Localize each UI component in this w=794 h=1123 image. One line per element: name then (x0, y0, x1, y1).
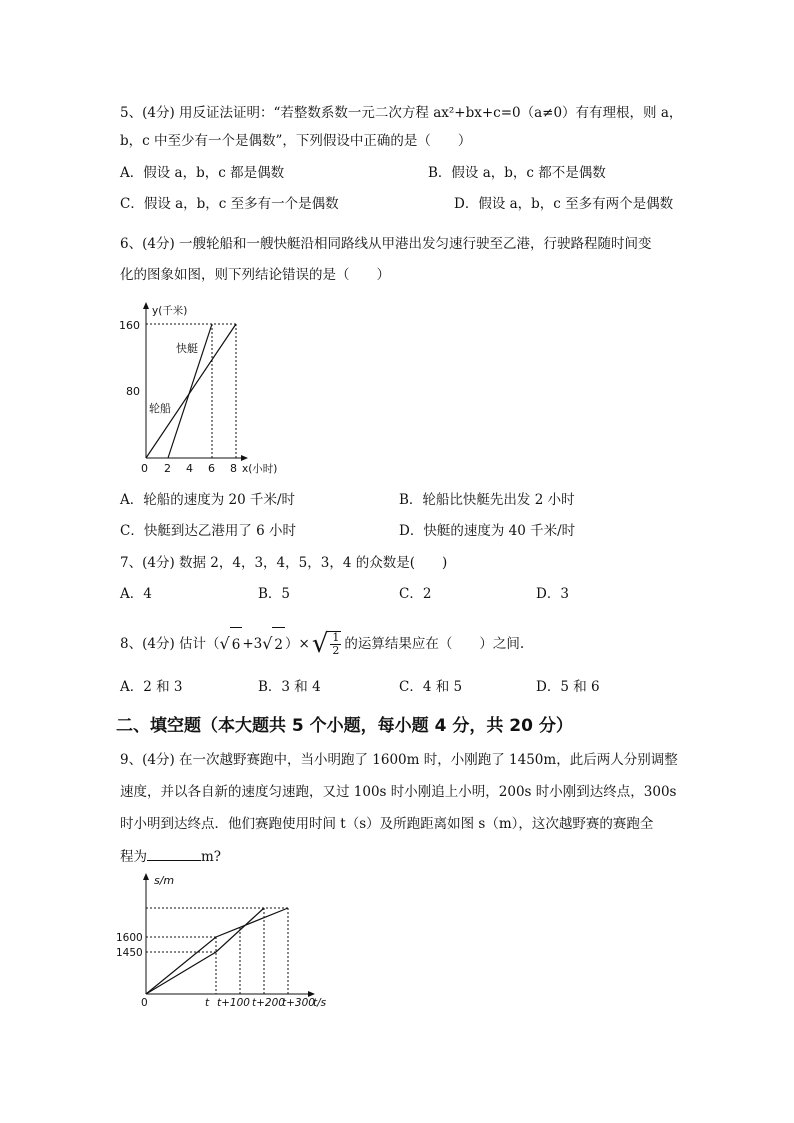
q8-sqrt-sign-3: √ (311, 629, 329, 659)
q6-line-2: 化的图象如图，则下列结论错误的是（ ） (120, 267, 390, 283)
q8-fraction (328, 631, 341, 657)
q6-option-d: D．快艇的速度为 40 千米/时 (399, 523, 576, 539)
q9-graph (112, 870, 342, 1015)
q5-line-1: 5、(4分) 用反证法证明：“若整数系数一元二次方程 ax²+bx+c=0（a≠0）有有理根，则 a， (120, 105, 683, 121)
q6-y-label: y(千米) (152, 305, 188, 317)
q5-option-b: B．假设 a，b，c 都不是偶数 (428, 165, 606, 181)
q6-xtick-6: 6 (208, 462, 215, 475)
q9-ytick-1600: 1600 (116, 932, 143, 944)
q6-xtick-0: 0 (141, 462, 148, 475)
q7-option-a: A．4 (120, 586, 152, 602)
q8-suffix: 的运算结果应在（ ）之间. (344, 636, 525, 652)
q8-line (120, 624, 524, 664)
q6-ytick-160: 160 (119, 319, 140, 332)
q9-line-4-suffix: m? (201, 849, 222, 865)
q5-line-2: b，c 中至少有一个是偶数”，下列假设中正确的是（ ） (120, 133, 472, 149)
q9-xtick-0: 0 (141, 997, 148, 1009)
q9-line-3: 时小明到达终点．他们赛跑使用时间 t（s）及所跑距离如图 s（m），这次越野赛的赛跑全 (120, 816, 654, 832)
q9-line-2: 速度，并以各自新的速度匀速跑，又过 100s 时小刚追上小明，200s 时小刚到达终点，300s (120, 784, 677, 800)
q8-option-b: B．3 和 4 (258, 679, 321, 695)
q6-ytick-80: 80 (126, 385, 140, 398)
q9-xtick-t100: t+100 (217, 997, 250, 1009)
q8-plus: +3 (242, 636, 263, 652)
q5-option-a: A．假设 a，b，c 都是偶数 (120, 165, 285, 181)
q9-xtick-t300: t+300 (282, 997, 315, 1009)
q7-option-c: C．2 (399, 586, 432, 602)
section-2-title: 二、填空题（本大题共 5 个小题，每小题 4 分，共 20 分） (116, 716, 573, 736)
q6-option-b: B．轮船比快艇先出发 2 小时 (399, 492, 575, 508)
q8-option-d: D．5 和 6 (536, 679, 600, 695)
q6-x-label: x(小时) (242, 463, 278, 475)
q6-x-axis-arrow (241, 455, 248, 461)
q7-option-d: D．3 (536, 586, 569, 602)
q5-option-d: D．假设 a，b，c 至多有两个是偶数 (454, 196, 674, 212)
q6-xtick-8: 8 (230, 462, 237, 475)
q8-mid: ）× (285, 636, 310, 652)
q9-line-1: 9、(4分) 在一次越野赛跑中，当小明跑了 1600m 时，小刚跑了 1450m，此后两人分别调整 (120, 752, 678, 768)
q8-option-a: A．2 和 3 (120, 679, 183, 695)
q9-answer-blank (147, 846, 201, 861)
q8-frac-num: 1 (332, 631, 340, 644)
q9-xtick-t200: t+200 (252, 997, 285, 1009)
q6-option-c: C．快艇到达乙港用了 6 小时 (120, 523, 297, 539)
q6-label-boat: 轮船 (149, 402, 171, 415)
q9-ytick-1450: 1450 (116, 947, 143, 959)
q6-label-speedboat: 快艇 (176, 342, 198, 355)
q6-line-1: 6、(4分) 一艘轮船和一艘快艇沿相同路线从甲港出发匀速行驶至乙港，行驶路程随时间变 (120, 236, 652, 252)
q9-xiaogang-line (146, 908, 264, 994)
q9-line-4 (120, 846, 221, 866)
q9-line-4-prefix: 程为 (120, 849, 147, 865)
q9-xtick-t: t (205, 997, 210, 1009)
q8-sqrt-sign-2: √ (262, 634, 273, 653)
q8-sqrt6: 6 (230, 627, 243, 662)
q8-prefix: 8、(4分) 估计（ (120, 636, 220, 652)
q5-option-c: C．假设 a，b，c 至多有一个是偶数 (120, 196, 339, 212)
q7-option-b: B．5 (258, 586, 291, 602)
q9-y-label: s/m (154, 874, 175, 887)
q8-frac-den: 2 (332, 644, 340, 657)
q6-xtick-2: 2 (164, 462, 171, 475)
q8-sqrt2: 2 (272, 627, 285, 662)
q6-y-axis-arrow (143, 302, 149, 309)
q8-option-c: C．4 和 5 (399, 679, 463, 695)
q6-graph (112, 300, 312, 480)
q6-option-a: A．轮船的速度为 20 千米/时 (120, 492, 296, 508)
q7-line-1: 7、(4分) 数据 2，4，3，4，5，3，4 的众数是( ) (120, 555, 448, 571)
q6-xtick-4: 4 (186, 462, 193, 475)
q9-y-axis-arrow (143, 873, 149, 880)
q9-x-label: t/s (313, 997, 327, 1009)
q8-sqrt-sign-1: √ (219, 634, 230, 653)
